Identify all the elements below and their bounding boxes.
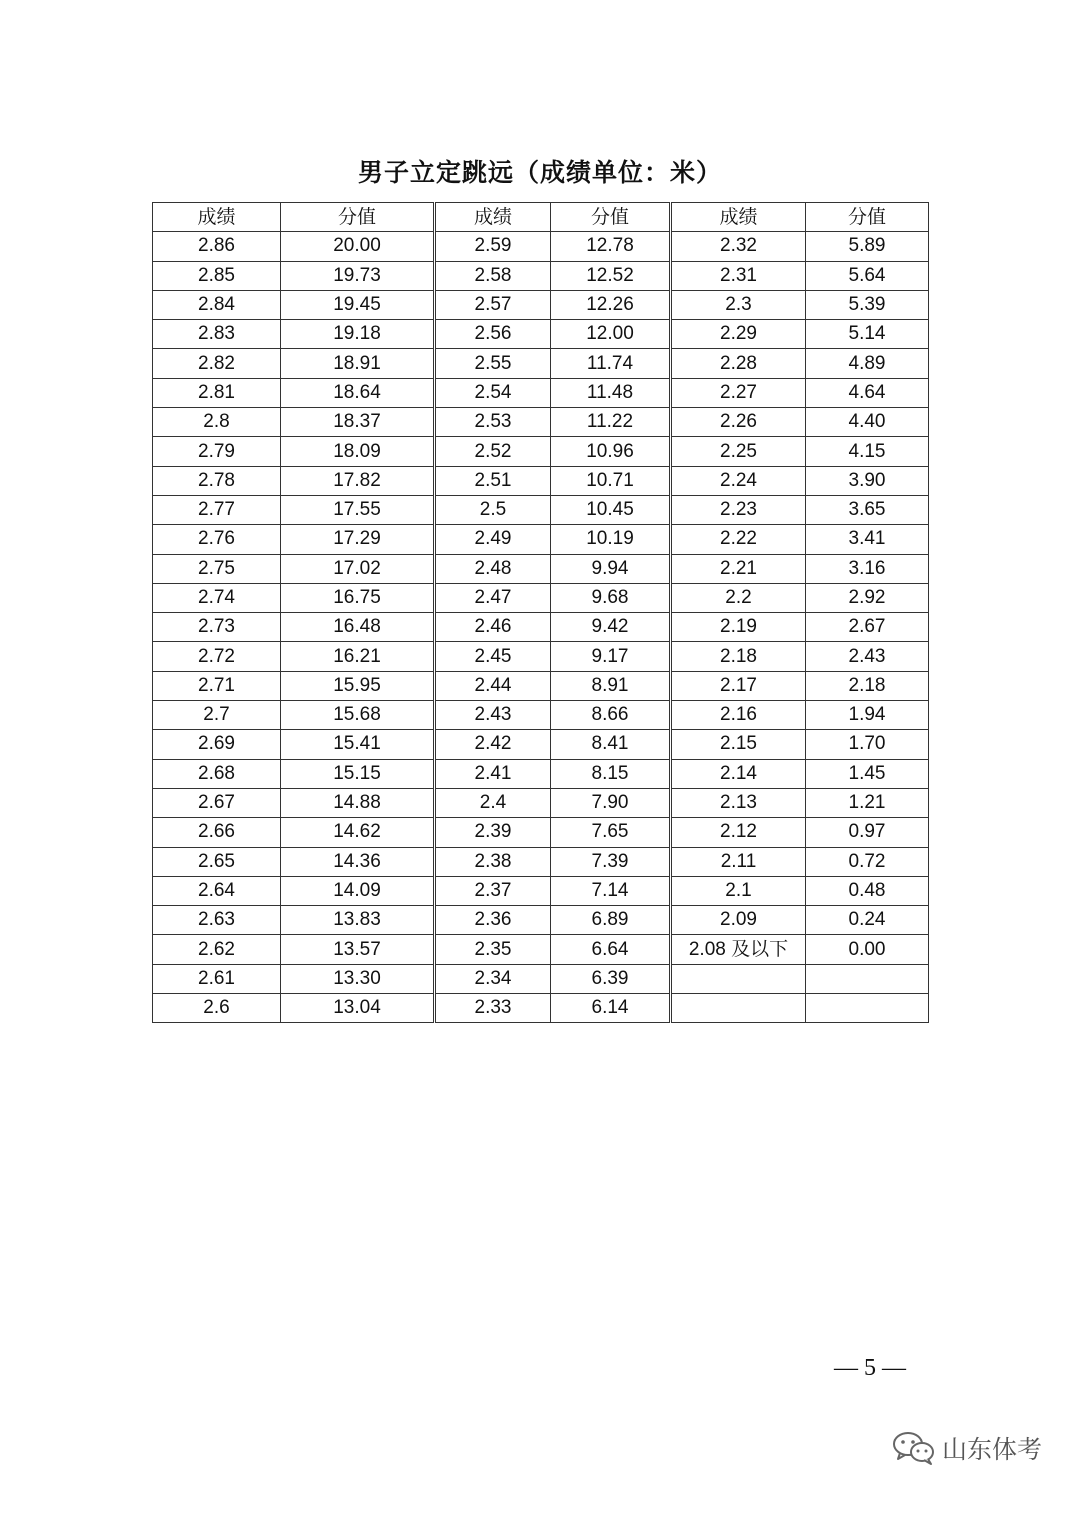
- score-cell: 14.62: [281, 818, 435, 847]
- result-cell: 2.43: [435, 701, 551, 730]
- table-row: [153, 525, 929, 554]
- score-cell: 4.64: [806, 378, 929, 407]
- score-cell: 13.57: [281, 935, 435, 964]
- result-cell: 2.76: [153, 525, 281, 554]
- result-cell: 2.54: [435, 378, 551, 407]
- score-cell: 5.39: [806, 290, 929, 319]
- score-cell: 2.43: [806, 642, 929, 671]
- table-row: [153, 554, 929, 583]
- score-cell: 8.66: [551, 701, 671, 730]
- score-cell: 2.18: [806, 671, 929, 700]
- score-cell: 0.24: [806, 906, 929, 935]
- result-cell: 2.53: [435, 408, 551, 437]
- score-cell: 14.88: [281, 788, 435, 817]
- result-cell: 2.72: [153, 642, 281, 671]
- score-cell: 13.30: [281, 964, 435, 993]
- result-cell: 2.21: [671, 554, 806, 583]
- table-row: [153, 495, 929, 524]
- score-cell: 17.29: [281, 525, 435, 554]
- score-cell: 7.14: [551, 876, 671, 905]
- result-cell: 2.48: [435, 554, 551, 583]
- table-row: [153, 290, 929, 319]
- table-row: [153, 408, 929, 437]
- result-cell: 2.65: [153, 847, 281, 876]
- result-cell: 2.1: [671, 876, 806, 905]
- score-cell: 16.21: [281, 642, 435, 671]
- result-cell: 2.74: [153, 583, 281, 612]
- score-cell: 19.73: [281, 261, 435, 290]
- score-cell: 13.04: [281, 994, 435, 1023]
- score-cell: 14.09: [281, 876, 435, 905]
- table-row: [153, 818, 929, 847]
- result-cell: 2.25: [671, 437, 806, 466]
- result-cell: 2.67: [153, 788, 281, 817]
- score-cell: 10.96: [551, 437, 671, 466]
- result-cell: 2.38: [435, 847, 551, 876]
- table-row: [153, 906, 929, 935]
- score-cell: 10.45: [551, 495, 671, 524]
- score-cell: 5.64: [806, 261, 929, 290]
- score-cell: 1.21: [806, 788, 929, 817]
- score-cell: 6.39: [551, 964, 671, 993]
- score-cell: 12.52: [551, 261, 671, 290]
- result-cell: 2.37: [435, 876, 551, 905]
- score-cell: 15.68: [281, 701, 435, 730]
- result-cell: 2.49: [435, 525, 551, 554]
- result-cell: 2.09: [671, 906, 806, 935]
- score-cell: 18.64: [281, 378, 435, 407]
- table-row: [153, 613, 929, 642]
- score-table: [152, 202, 929, 1023]
- score-cell: 4.89: [806, 349, 929, 378]
- score-cell: [806, 964, 929, 993]
- result-cell: 2.17: [671, 671, 806, 700]
- score-cell: 9.94: [551, 554, 671, 583]
- table-row: [153, 261, 929, 290]
- score-cell: 9.17: [551, 642, 671, 671]
- score-cell: 7.39: [551, 847, 671, 876]
- table-row: [153, 964, 929, 993]
- score-cell: 1.94: [806, 701, 929, 730]
- result-cell: 2.64: [153, 876, 281, 905]
- page-title: 男子立定跳远（成绩单位：米）: [357, 158, 722, 187]
- result-cell: 2.27: [671, 378, 806, 407]
- result-cell: 2.82: [153, 349, 281, 378]
- result-cell: 2.4: [435, 788, 551, 817]
- table-row: [153, 994, 929, 1023]
- score-cell: [806, 994, 929, 1023]
- result-cell: 2.56: [435, 320, 551, 349]
- score-cell: 5.89: [806, 232, 929, 261]
- result-cell: 2.78: [153, 466, 281, 495]
- result-cell: 2.39: [435, 818, 551, 847]
- score-cell: 3.16: [806, 554, 929, 583]
- result-cell: 2.61: [153, 964, 281, 993]
- score-cell: 9.42: [551, 613, 671, 642]
- score-cell: 14.36: [281, 847, 435, 876]
- result-cell: 2.5: [435, 495, 551, 524]
- result-cell: 2.15: [671, 730, 806, 759]
- result-cell: 2.8: [153, 408, 281, 437]
- score-cell: 15.95: [281, 671, 435, 700]
- header-cell: 分值: [551, 203, 671, 232]
- table-row: [153, 466, 929, 495]
- score-cell: 15.15: [281, 759, 435, 788]
- result-cell: 2.69: [153, 730, 281, 759]
- score-cell: 17.55: [281, 495, 435, 524]
- score-cell: 11.74: [551, 349, 671, 378]
- result-cell: 2.12: [671, 818, 806, 847]
- score-cell: 0.72: [806, 847, 929, 876]
- result-cell: 2.79: [153, 437, 281, 466]
- result-cell: 2.75: [153, 554, 281, 583]
- score-cell: 11.22: [551, 408, 671, 437]
- result-cell: 2.42: [435, 730, 551, 759]
- wechat-icon: [892, 1430, 936, 1466]
- table-row: [153, 701, 929, 730]
- result-cell: 2.46: [435, 613, 551, 642]
- score-cell: 1.70: [806, 730, 929, 759]
- table-row: [153, 642, 929, 671]
- score-cell: 8.15: [551, 759, 671, 788]
- watermark-text: 山东体考: [942, 1435, 1043, 1464]
- watermark: [892, 1428, 1042, 1468]
- result-cell: 2.51: [435, 466, 551, 495]
- score-cell: 10.71: [551, 466, 671, 495]
- score-cell: 16.75: [281, 583, 435, 612]
- table-row: [153, 730, 929, 759]
- result-cell: 2.14: [671, 759, 806, 788]
- result-cell: 2.84: [153, 290, 281, 319]
- table-row: [153, 759, 929, 788]
- result-cell: 2.47: [435, 583, 551, 612]
- result-cell: 2.36: [435, 906, 551, 935]
- table-row: [153, 320, 929, 349]
- table-row: [153, 378, 929, 407]
- score-cell: 0.97: [806, 818, 929, 847]
- page-number: — 5 —: [834, 1355, 906, 1381]
- score-cell: 17.82: [281, 466, 435, 495]
- score-cell: 19.18: [281, 320, 435, 349]
- result-cell: 2.34: [435, 964, 551, 993]
- header-cell: 成绩: [435, 203, 551, 232]
- score-cell: 3.41: [806, 525, 929, 554]
- score-cell: 6.64: [551, 935, 671, 964]
- result-cell: 2.23: [671, 495, 806, 524]
- score-cell: 4.40: [806, 408, 929, 437]
- score-cell: 9.68: [551, 583, 671, 612]
- score-cell: 7.90: [551, 788, 671, 817]
- header-cell: 分值: [806, 203, 929, 232]
- result-cell: 2.35: [435, 935, 551, 964]
- result-cell: 2.7: [153, 701, 281, 730]
- result-cell: 2.66: [153, 818, 281, 847]
- result-cell: 2.45: [435, 642, 551, 671]
- result-cell: 2.71: [153, 671, 281, 700]
- score-cell: 6.89: [551, 906, 671, 935]
- result-cell: 2.13: [671, 788, 806, 817]
- header-cell: 分值: [281, 203, 435, 232]
- score-cell: 17.02: [281, 554, 435, 583]
- score-cell: 16.48: [281, 613, 435, 642]
- table-row: [153, 232, 929, 261]
- score-cell: 6.14: [551, 994, 671, 1023]
- result-cell: 2.16: [671, 701, 806, 730]
- score-cell: 18.91: [281, 349, 435, 378]
- score-cell: 0.48: [806, 876, 929, 905]
- score-cell: 12.26: [551, 290, 671, 319]
- table-row: [153, 437, 929, 466]
- score-cell: 20.00: [281, 232, 435, 261]
- result-cell: 2.32: [671, 232, 806, 261]
- result-cell: 2.08 及以下: [671, 935, 806, 964]
- result-cell: 2.58: [435, 261, 551, 290]
- result-cell: 2.77: [153, 495, 281, 524]
- result-cell: 2.44: [435, 671, 551, 700]
- score-cell: 2.92: [806, 583, 929, 612]
- score-cell: 11.48: [551, 378, 671, 407]
- result-cell: 2.6: [153, 994, 281, 1023]
- result-cell: 2.2: [671, 583, 806, 612]
- table-body: [153, 232, 929, 1023]
- score-cell: 2.67: [806, 613, 929, 642]
- table-row: [153, 847, 929, 876]
- result-cell: 2.22: [671, 525, 806, 554]
- score-cell: 13.83: [281, 906, 435, 935]
- score-cell: 8.91: [551, 671, 671, 700]
- result-cell: 2.18: [671, 642, 806, 671]
- result-cell: 2.24: [671, 466, 806, 495]
- score-cell: 5.14: [806, 320, 929, 349]
- score-cell: 3.65: [806, 495, 929, 524]
- score-cell: 18.37: [281, 408, 435, 437]
- score-cell: 8.41: [551, 730, 671, 759]
- result-cell: 2.68: [153, 759, 281, 788]
- result-cell: 2.55: [435, 349, 551, 378]
- result-cell: 2.59: [435, 232, 551, 261]
- result-cell: 2.57: [435, 290, 551, 319]
- score-cell: 4.15: [806, 437, 929, 466]
- result-cell: 2.73: [153, 613, 281, 642]
- result-cell: 2.85: [153, 261, 281, 290]
- header-cell: 成绩: [671, 203, 806, 232]
- result-cell: 2.11: [671, 847, 806, 876]
- result-cell: 2.63: [153, 906, 281, 935]
- table-row: [153, 935, 929, 964]
- result-cell: 2.29: [671, 320, 806, 349]
- score-cell: 18.09: [281, 437, 435, 466]
- result-cell: 2.31: [671, 261, 806, 290]
- result-cell: 2.3: [671, 290, 806, 319]
- table-row: [153, 876, 929, 905]
- result-cell: 2.86: [153, 232, 281, 261]
- result-cell: 2.28: [671, 349, 806, 378]
- table-row: [153, 788, 929, 817]
- result-cell: [671, 994, 806, 1023]
- table-row: [153, 583, 929, 612]
- score-cell: 12.78: [551, 232, 671, 261]
- score-cell: 3.90: [806, 466, 929, 495]
- result-cell: 2.19: [671, 613, 806, 642]
- result-cell: 2.81: [153, 378, 281, 407]
- score-cell: 0.00: [806, 935, 929, 964]
- table-header-row: [153, 203, 929, 232]
- result-cell: [671, 964, 806, 993]
- table-row: [153, 349, 929, 378]
- result-cell: 2.83: [153, 320, 281, 349]
- result-cell: 2.62: [153, 935, 281, 964]
- score-cell: 1.45: [806, 759, 929, 788]
- result-cell: 2.52: [435, 437, 551, 466]
- result-cell: 2.26: [671, 408, 806, 437]
- score-cell: 19.45: [281, 290, 435, 319]
- result-cell: 2.41: [435, 759, 551, 788]
- score-cell: 7.65: [551, 818, 671, 847]
- table-row: [153, 671, 929, 700]
- score-cell: 15.41: [281, 730, 435, 759]
- score-cell: 10.19: [551, 525, 671, 554]
- score-cell: 12.00: [551, 320, 671, 349]
- result-cell: 2.33: [435, 994, 551, 1023]
- header-cell: 成绩: [153, 203, 281, 232]
